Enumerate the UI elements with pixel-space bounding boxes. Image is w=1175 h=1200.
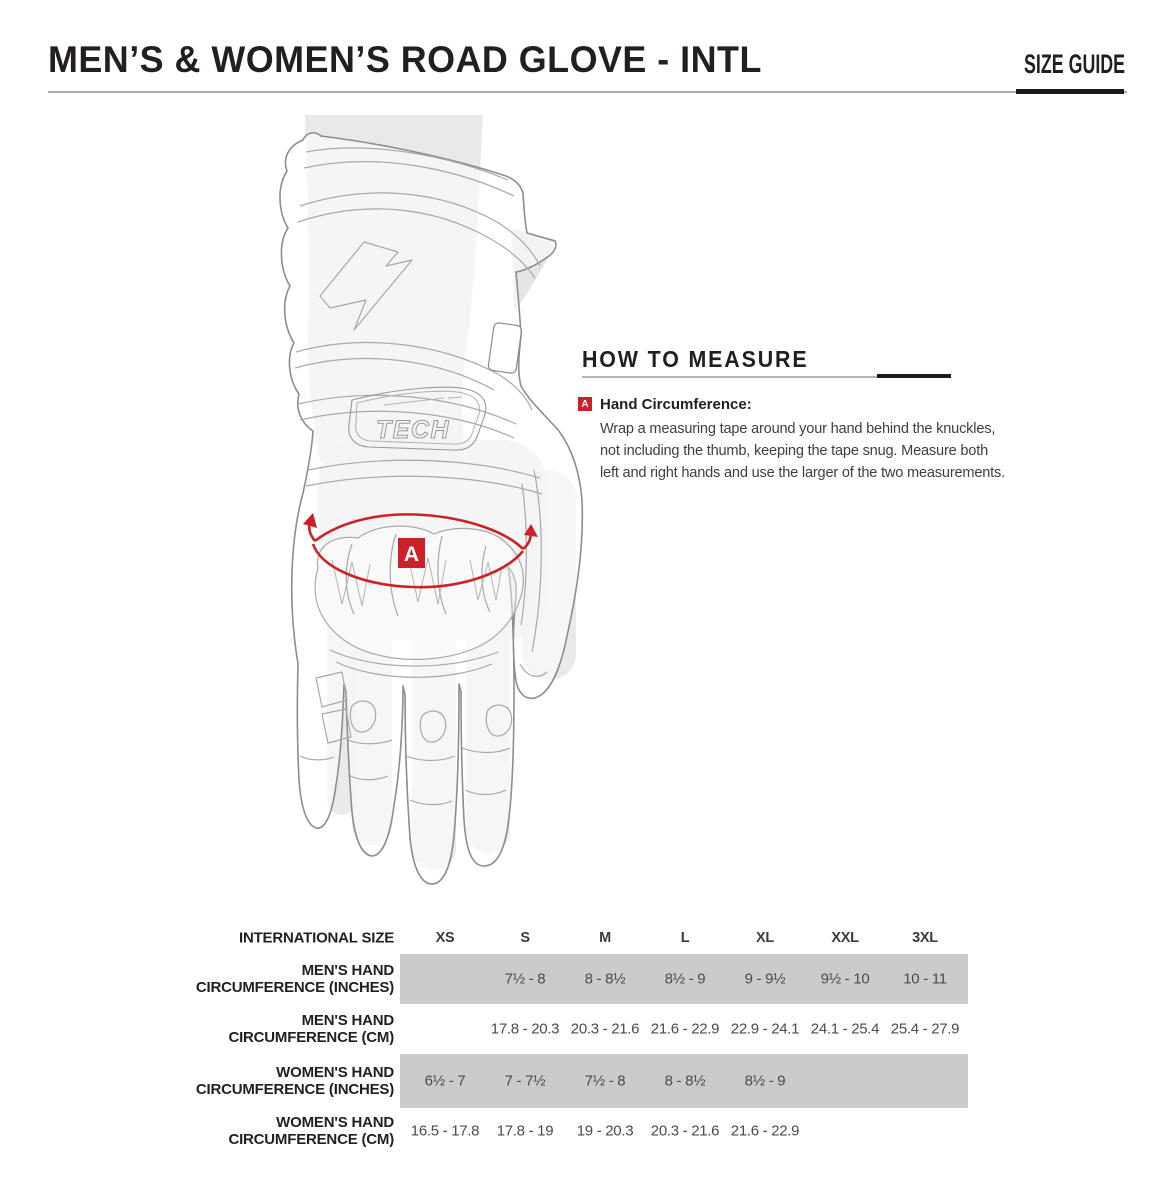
table-cell: 25.4 - 27.9	[890, 1020, 960, 1038]
table-cell: 7½ - 8	[584, 1072, 626, 1090]
table-cell: 10 - 11	[903, 970, 947, 988]
size-col-l: L	[680, 930, 690, 946]
description-line: not including the thumb, keeping the tape snug. Measure both	[600, 443, 988, 459]
how-to-measure-heading: HOW TO MEASURE	[582, 346, 809, 372]
row-label: WOMEN'S HAND CIRCUMFERENCE (CM)	[228, 1114, 394, 1148]
table-cell: 21.6 - 22.9	[730, 1122, 800, 1140]
size-table-header-row	[0, 922, 1175, 954]
page-title: MEN’S & WOMEN’S ROAD GLOVE - INTL	[48, 39, 762, 80]
table-cell: 9 - 9½	[744, 970, 786, 988]
size-col-s: S	[520, 930, 530, 946]
description-line: Wrap a measuring tape around your hand behind the knuckles,	[600, 421, 996, 437]
table-cell: 8 - 8½	[664, 1072, 706, 1090]
table-cell: 8 - 8½	[584, 970, 626, 988]
svg-text:A: A	[403, 543, 420, 566]
table-cell: 20.3 - 21.6	[650, 1122, 720, 1140]
hand-circumference-description	[600, 418, 1005, 484]
size-col-xl: XL	[756, 930, 774, 946]
size-col-xxl: XXL	[831, 930, 859, 946]
table-cell: 22.9 - 24.1	[730, 1020, 800, 1038]
glove-outline	[280, 133, 582, 884]
row-label: MEN'S HAND CIRCUMFERENCE (INCHES)	[195, 962, 394, 996]
table-row-mens-cm	[0, 1004, 1175, 1054]
table-cell: 9½ - 10	[820, 970, 870, 988]
table-cell: 21.6 - 22.9	[650, 1020, 720, 1038]
table-row-womens-cm	[0, 1108, 1175, 1154]
size-table-header-label: INTERNATIONAL SIZE	[238, 929, 394, 947]
tech-patch-text: TECH	[376, 416, 451, 444]
row-label: WOMEN'S HAND CIRCUMFERENCE (INCHES)	[195, 1064, 394, 1098]
table-cell: 17.8 - 19	[496, 1122, 554, 1140]
header-divider	[48, 91, 1127, 93]
hand-circumference-title: Hand Circumference:	[600, 396, 752, 413]
table-row-womens-inches	[0, 1054, 1175, 1108]
table-cell: 19 - 20.3	[576, 1122, 634, 1140]
table-cell: 8½ - 9	[744, 1072, 786, 1090]
row-label: MEN'S HAND CIRCUMFERENCE (CM)	[228, 1012, 394, 1046]
table-row-mens-inches	[0, 954, 1175, 1004]
size-guide-label: SIZE GUIDE	[1023, 49, 1125, 79]
measure-a-marker	[398, 538, 425, 568]
table-cell: 7 - 7½	[504, 1072, 546, 1090]
table-cell: 16.5 - 17.8	[410, 1122, 480, 1140]
table-cell: 8½ - 9	[664, 970, 706, 988]
description-line: left and right hands and use the larger of the two measurements.	[600, 465, 1005, 481]
how-to-measure-divider-accent	[877, 374, 951, 378]
size-col-3xl: 3XL	[912, 930, 938, 946]
hand-circumference-a-badge: A	[578, 397, 592, 411]
table-cell: 17.8 - 20.3	[490, 1020, 560, 1038]
size-col-xs: XS	[435, 930, 455, 946]
table-cell: 24.1 - 25.4	[810, 1020, 880, 1038]
size-col-m: M	[599, 930, 611, 946]
table-cell: 20.3 - 21.6	[570, 1020, 640, 1038]
table-cell: 7½ - 8	[504, 970, 546, 988]
table-cell: 6½ - 7	[424, 1072, 466, 1090]
header-divider-accent	[1016, 89, 1124, 94]
glove-illustration	[270, 110, 620, 910]
